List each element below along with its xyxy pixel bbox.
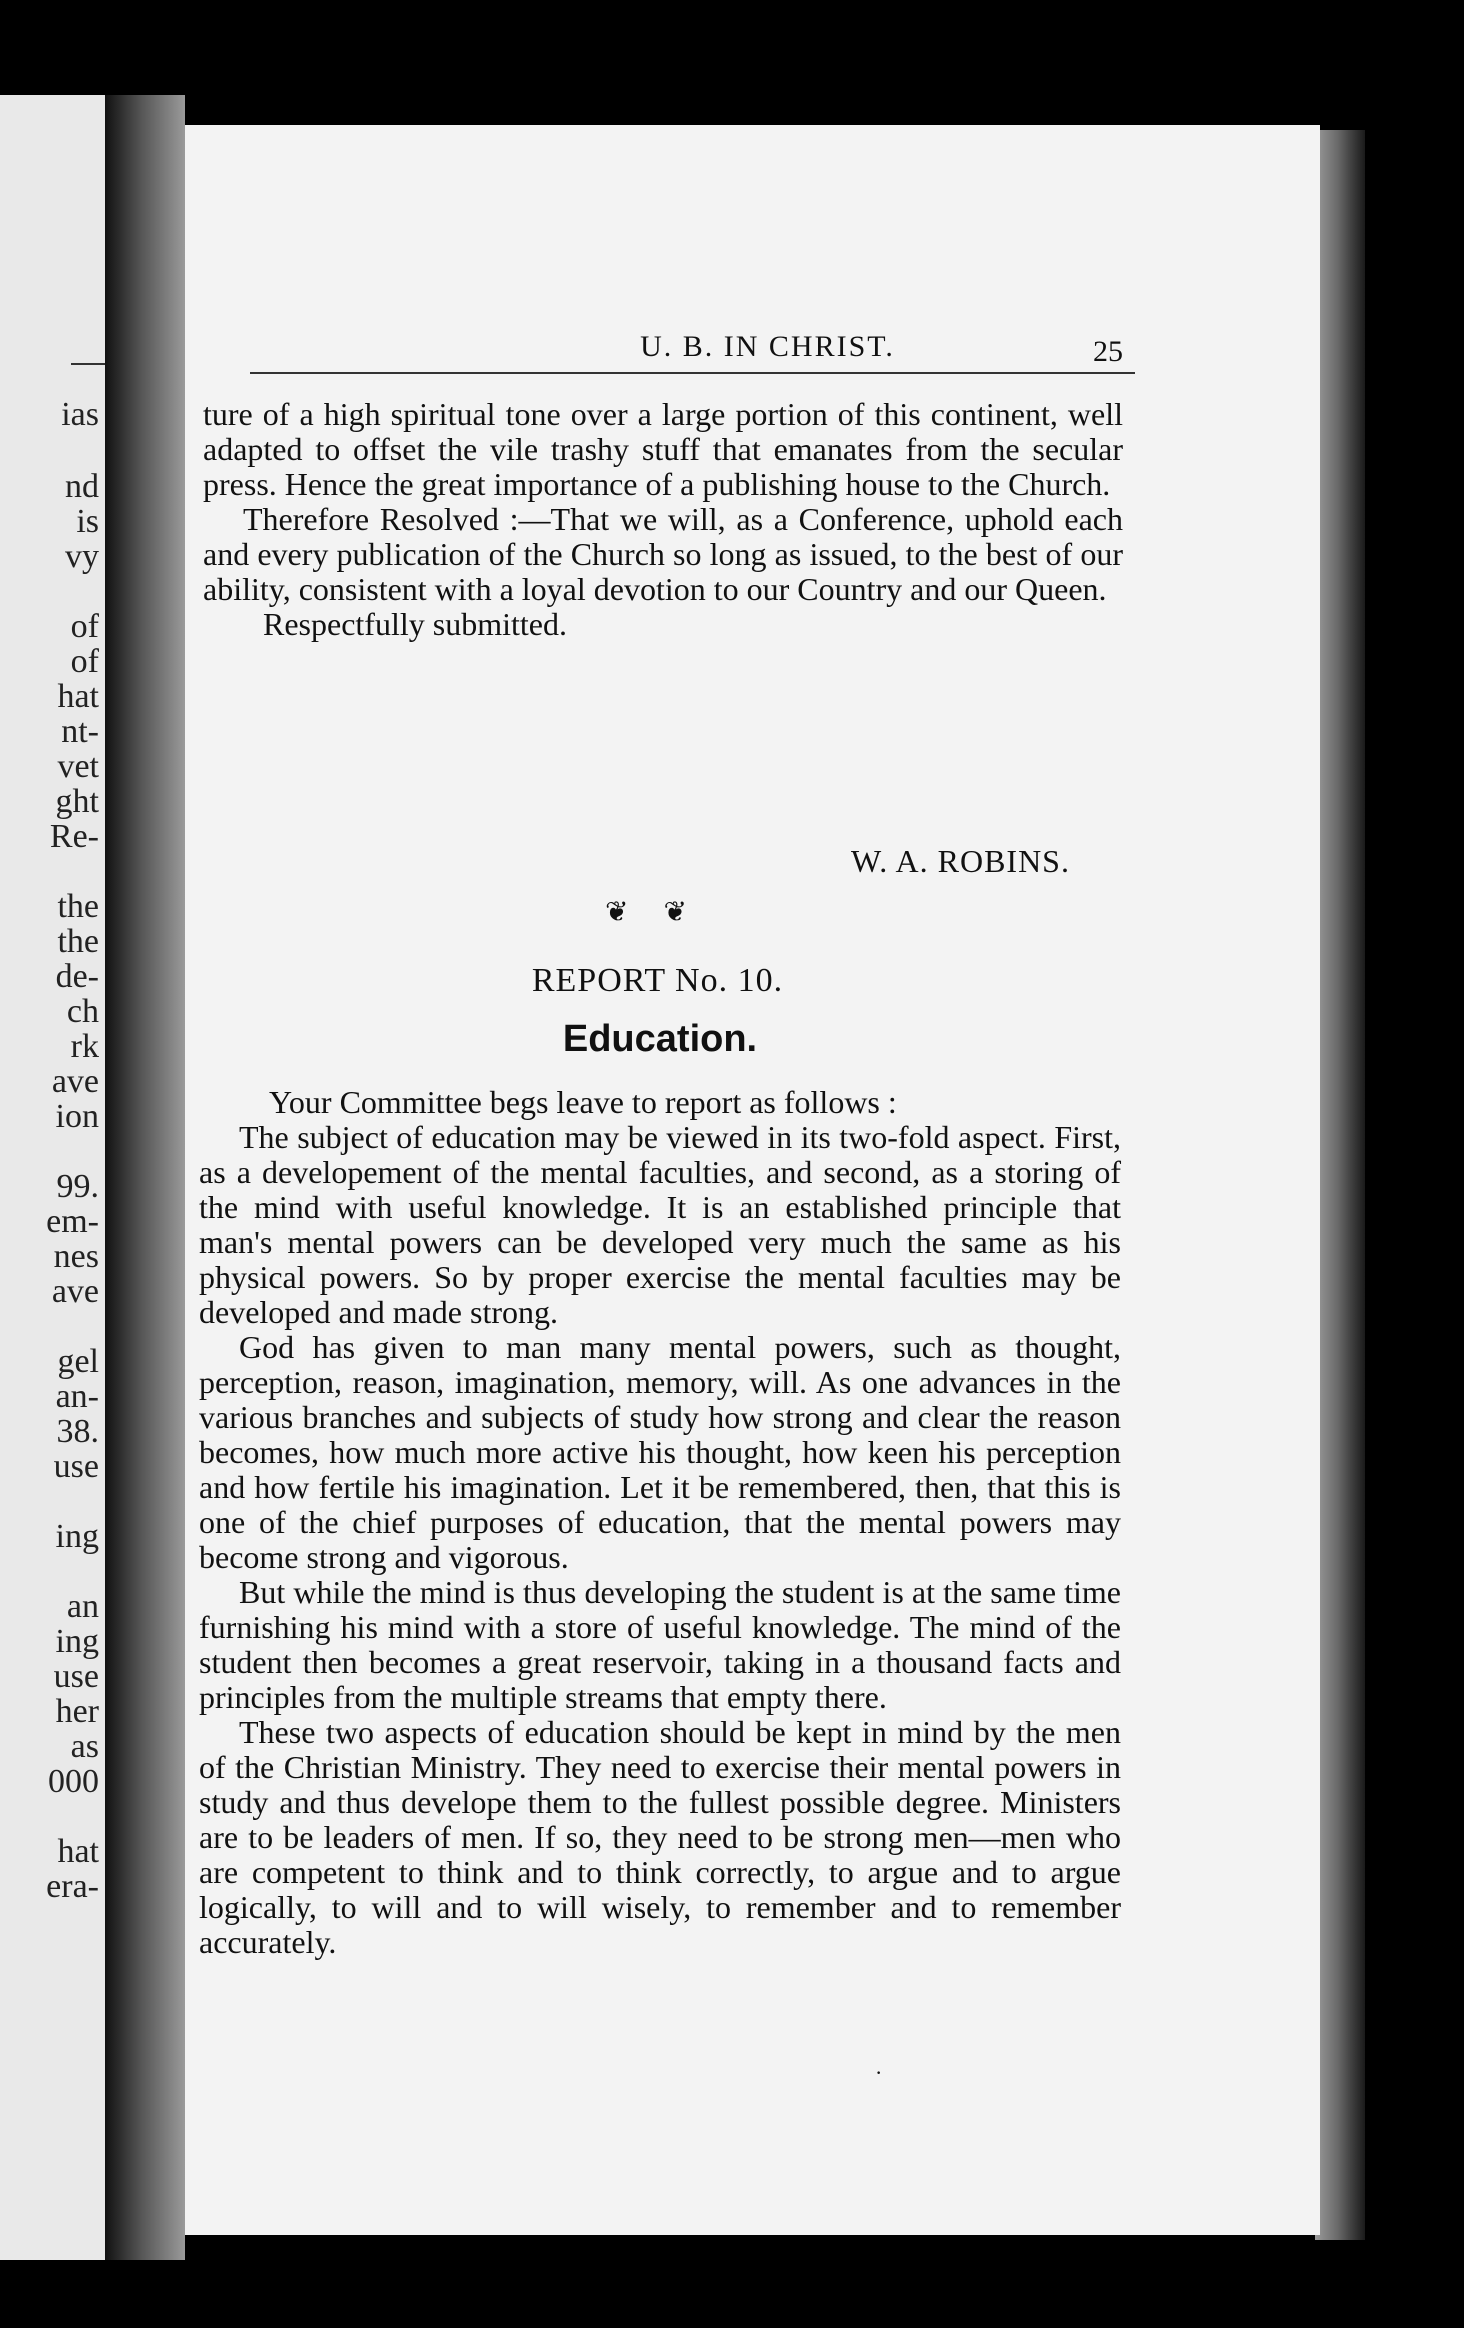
left-page-line: use [53, 1448, 99, 1485]
book-page [185, 125, 1320, 2235]
page-number: 25 [1093, 335, 1123, 368]
resolution-paragraph: Therefore Resolved :—That we will, as a Conference, uphold each and every publication of the Church so long as issued, to the best of our ability, consistent with a loyal devotion to our Country and our Queen. [203, 501, 1123, 607]
continued-paragraph: ture of a high spiritual tone over a large portion of this continent, well adapted to offset the vile trashy stuff that emanates from the secular press. Hence the great importance of a publishing house to the Church. [203, 396, 1123, 502]
left-page-line: nes [53, 1238, 99, 1275]
left-page-line: ch [66, 993, 99, 1030]
left-page-line: era- [46, 1868, 99, 1905]
left-page-line: an- [55, 1378, 99, 1415]
left-page-line: hat [57, 678, 99, 715]
left-page-line: her [55, 1693, 99, 1730]
fleuron-ornament-icon: ❦ ❦ [605, 897, 701, 928]
running-title: U. B. IN CHRIST. [640, 330, 895, 363]
left-page-rule [71, 363, 105, 365]
body-paragraph: But while the mind is thus developing the student is at the same time furnishing his mind with a store of useful knowledge. The mind of the student then becomes a great reservoir, taking in a thousand facts and principles from the multiple streams that empty there. [199, 1574, 1121, 1715]
left-page-line: nd [65, 468, 99, 505]
left-page-line: ing [55, 1518, 99, 1555]
left-page-line: vet [57, 748, 99, 785]
left-page-line: gel [57, 1343, 99, 1380]
resolution-block [203, 397, 1123, 642]
body-paragraph: God has given to man many mental powers, such as thought, perception, reason, imagination, memory, will. As one advances in the various branches and subjects of study how strong and clear the reason becomes, how much more active his thought, how keen his perception and how fertile his imagination. Let it be remembered, then, that this is one of the chief purposes of education, that the mental powers may become strong and vigorous. [199, 1329, 1121, 1575]
left-page-line: as [70, 1728, 99, 1765]
header-rule [250, 372, 1135, 374]
left-page-line: an [66, 1588, 99, 1625]
left-page-line: the [57, 923, 99, 960]
left-page-line: ght [55, 783, 99, 820]
left-page-line: vy [65, 538, 99, 575]
left-page-line: ion [55, 1098, 99, 1135]
closing-line: Respectfully submitted. [263, 606, 567, 642]
book-gutter-shadow [105, 95, 185, 2260]
left-page-line: nt- [61, 713, 99, 750]
left-page-line: ave [51, 1063, 99, 1100]
left-page-line: em- [46, 1203, 99, 1240]
left-page-line: ave [51, 1273, 99, 1310]
left-page-line: of [70, 643, 99, 680]
page-edge-shadow [1315, 130, 1365, 2240]
body-paragraph: The subject of education may be viewed in its two-fold aspect. First, as a developement of the mental faculties, and second, as a storing of the mind with useful knowledge. It is an established principle that man's mental powers can be developed very much the same as his physical powers. So by proper exercise the mental faculties may be developed and made strong. [199, 1119, 1121, 1330]
left-page-line: is [76, 503, 99, 540]
ink-mark: · [875, 2060, 883, 2085]
body-paragraph: Your Committee begs leave to report as follows : [269, 1084, 897, 1120]
left-page-line: hat [57, 1833, 99, 1870]
report-number: REPORT No. 10. [531, 962, 784, 999]
left-page-line: 000 [48, 1763, 99, 1800]
left-facing-page [0, 95, 105, 2260]
left-page-line: the [57, 888, 99, 925]
left-page-line: rk [70, 1028, 99, 1065]
education-report-body [199, 1085, 1121, 1960]
left-page-line: Re- [49, 818, 99, 855]
left-page-line: 99. [56, 1168, 99, 1205]
left-page-line: ias [61, 396, 99, 433]
section-title: Education. [562, 1018, 758, 1060]
body-paragraph: These two aspects of education should be kept in mind by the men of the Christian Ministry. They need to exercise their mental powers in study and thus develope them to the fullest possible degree. Ministers are to be leaders of men. If so, they need to be strong men—men who are competent to think and to think correctly, to argue and to argue logically, to will and to will wisely, to remember and to remember accurately. [199, 1714, 1121, 1960]
left-page-line: 38. [56, 1413, 99, 1450]
left-page-line: de- [55, 958, 99, 995]
left-page-line: of [70, 608, 99, 645]
left-page-line: use [53, 1658, 99, 1695]
left-page-line: ing [55, 1623, 99, 1660]
signature: W. A. ROBINS. [851, 843, 1070, 879]
